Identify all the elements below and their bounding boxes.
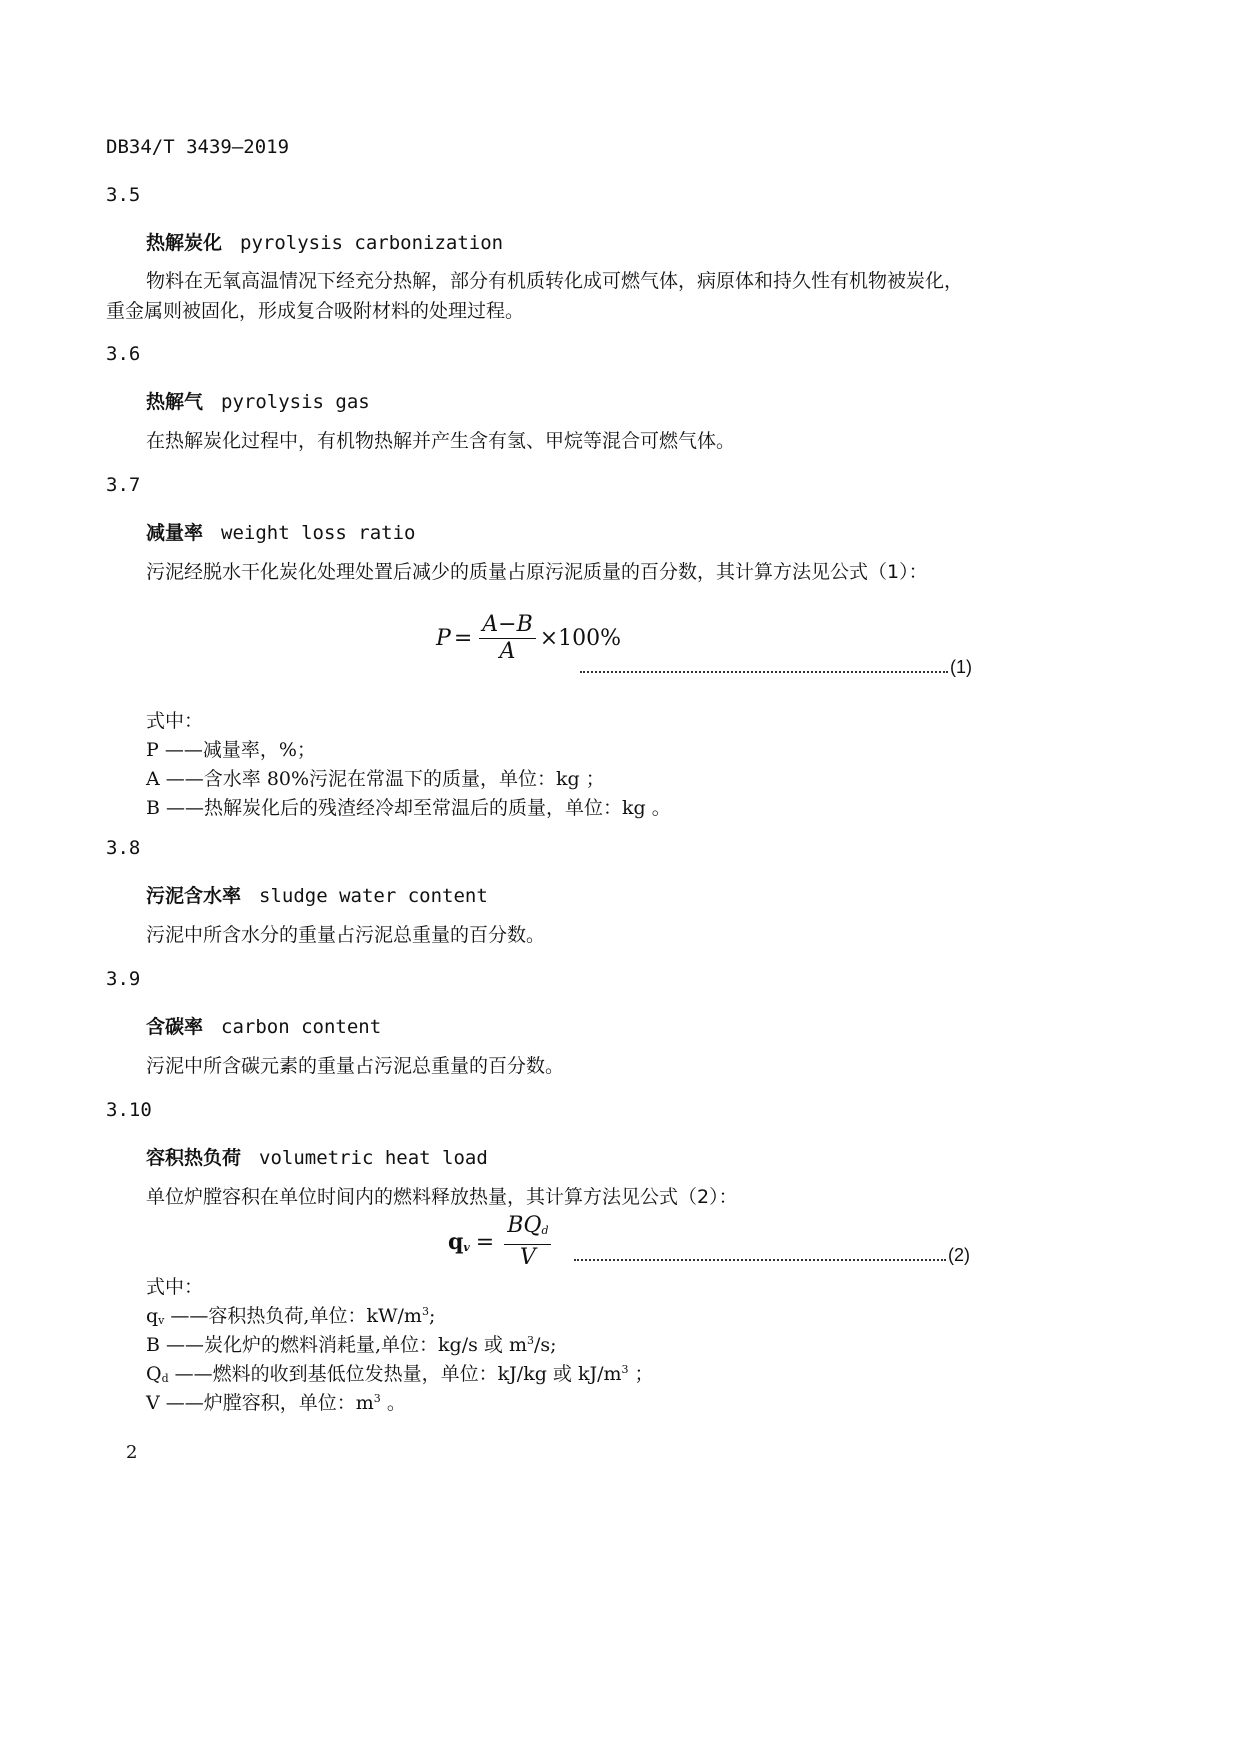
variable-terminator: /s; (533, 1334, 557, 1356)
term-en: sludge water content (259, 885, 488, 907)
definition-3-10: 单位炉膛容积在单位时间内的燃料释放热量，其计算方法见公式（2）： (146, 1186, 738, 1208)
variable-description: ——炉膛容积，单位：m (159, 1392, 374, 1414)
where-label-1: 式中： (146, 710, 204, 732)
definition-3-8: 污泥中所含水分的重量占污泥总重量的百分数。 (146, 924, 546, 946)
variable-symbol: B (146, 1334, 160, 1356)
variable-b-fuel (146, 1330, 557, 1357)
term-3-5 (146, 228, 503, 255)
formula-tail: ×100% (539, 626, 622, 651)
variable-description: ——热解炭化后的残渣经冷却至常温后的质量，单位：kg 。 (159, 797, 671, 819)
standard-code: DB34/T 3439—2019 (106, 136, 290, 158)
equation-number-line-2 (574, 1245, 970, 1266)
variable-a (146, 764, 605, 791)
formula-denominator: A (499, 639, 516, 664)
variable-qd (146, 1359, 654, 1386)
variable-b (146, 793, 671, 820)
variable-description: ——燃料的收到基低位发热量，单位：kJ/kg 或 kJ/m (168, 1363, 622, 1385)
formula-lhs: P (436, 626, 451, 651)
term-cn: 减量率 (146, 522, 204, 544)
term-3-7 (146, 518, 415, 545)
term-cn: 热解气 (146, 391, 204, 413)
where-label-2: 式中： (146, 1276, 204, 1298)
term-en: pyrolysis gas (221, 391, 370, 413)
formula-lhs: qv (448, 1229, 470, 1255)
formula-numerator: A−B (479, 612, 536, 639)
definition-3-6: 在热解炭化过程中，有机物热解并产生含有氢、甲烷等混合可燃气体。 (146, 430, 736, 452)
equation-number-line-1 (580, 657, 972, 678)
variable-symbol: V (146, 1392, 160, 1414)
dot-leader (574, 1259, 946, 1261)
variable-terminator: ; (428, 1305, 436, 1327)
formula-denominator: V (519, 1245, 536, 1270)
formula-fraction (504, 1213, 551, 1271)
page-number: 2 (126, 1442, 138, 1463)
formula-2 (448, 1213, 555, 1271)
term-3-9 (146, 1012, 381, 1039)
variable-symbol: P (146, 739, 159, 761)
formula-equals: = (475, 1229, 495, 1255)
variable-symbol: qv (146, 1305, 165, 1327)
term-en: weight loss ratio (221, 522, 416, 544)
variable-description: ——容积热负荷,单位：kW/m (164, 1305, 422, 1327)
definition-3-7: 污泥经脱水干化炭化处理处置后减少的质量占原污泥质量的百分数，其计算方法见公式（1）： (146, 561, 928, 583)
equation-number: (1) (950, 657, 972, 677)
variable-description: ——含水率 80%污泥在常温下的质量，单位：kg ； (159, 768, 605, 790)
section-number-3-6: 3.6 (106, 343, 141, 365)
formula-equals: = (453, 626, 473, 651)
variable-terminator: ； (628, 1363, 654, 1385)
term-cn: 容积热负荷 (146, 1147, 242, 1169)
section-number-3-5: 3.5 (106, 184, 141, 206)
variable-symbol: Qd (146, 1363, 169, 1385)
unit-exponent: 3 (373, 1392, 381, 1405)
term-en: pyrolysis carbonization (240, 232, 504, 254)
variable-terminator: 。 (380, 1392, 406, 1414)
variable-v (146, 1388, 406, 1415)
term-cn: 污泥含水率 (146, 885, 242, 907)
equation-number: (2) (948, 1245, 970, 1265)
definition-3-9: 污泥中所含碳元素的重量占污泥总重量的百分数。 (146, 1055, 565, 1077)
term-cn: 热解炭化 (146, 232, 223, 254)
section-number-3-8: 3.8 (106, 837, 141, 859)
variable-symbol: B (146, 797, 160, 819)
term-3-6 (146, 387, 370, 414)
term-cn: 含碳率 (146, 1016, 204, 1038)
variable-qv (146, 1301, 435, 1328)
dot-leader (580, 671, 948, 673)
unit-exponent: 3 (526, 1334, 534, 1347)
formula-numerator: BQd (504, 1213, 551, 1245)
term-3-10 (146, 1143, 488, 1170)
unit-exponent: 3 (421, 1305, 429, 1318)
definition-3-5-line1: 物料在无氧高温情况下经充分热解，部分有机质转化成可燃气体，病原体和持久性有机物被炭化， (146, 270, 964, 292)
term-3-8 (146, 881, 488, 908)
variable-symbol: A (146, 768, 160, 790)
section-number-3-7: 3.7 (106, 474, 141, 496)
definition-3-5-line2: 重金属则被固化，形成复合吸附材料的处理过程。 (106, 300, 525, 322)
term-en: carbon content (221, 1016, 382, 1038)
variable-description: ——炭化炉的燃料消耗量,单位：kg/s 或 m (159, 1334, 527, 1356)
formula-fraction (479, 612, 536, 665)
variable-p (146, 735, 316, 762)
section-number-3-10: 3.10 (106, 1099, 152, 1121)
section-number-3-9: 3.9 (106, 968, 141, 990)
term-en: volumetric heat load (259, 1147, 488, 1169)
unit-exponent: 3 (621, 1363, 629, 1376)
variable-description: ——减量率，%； (158, 739, 316, 761)
